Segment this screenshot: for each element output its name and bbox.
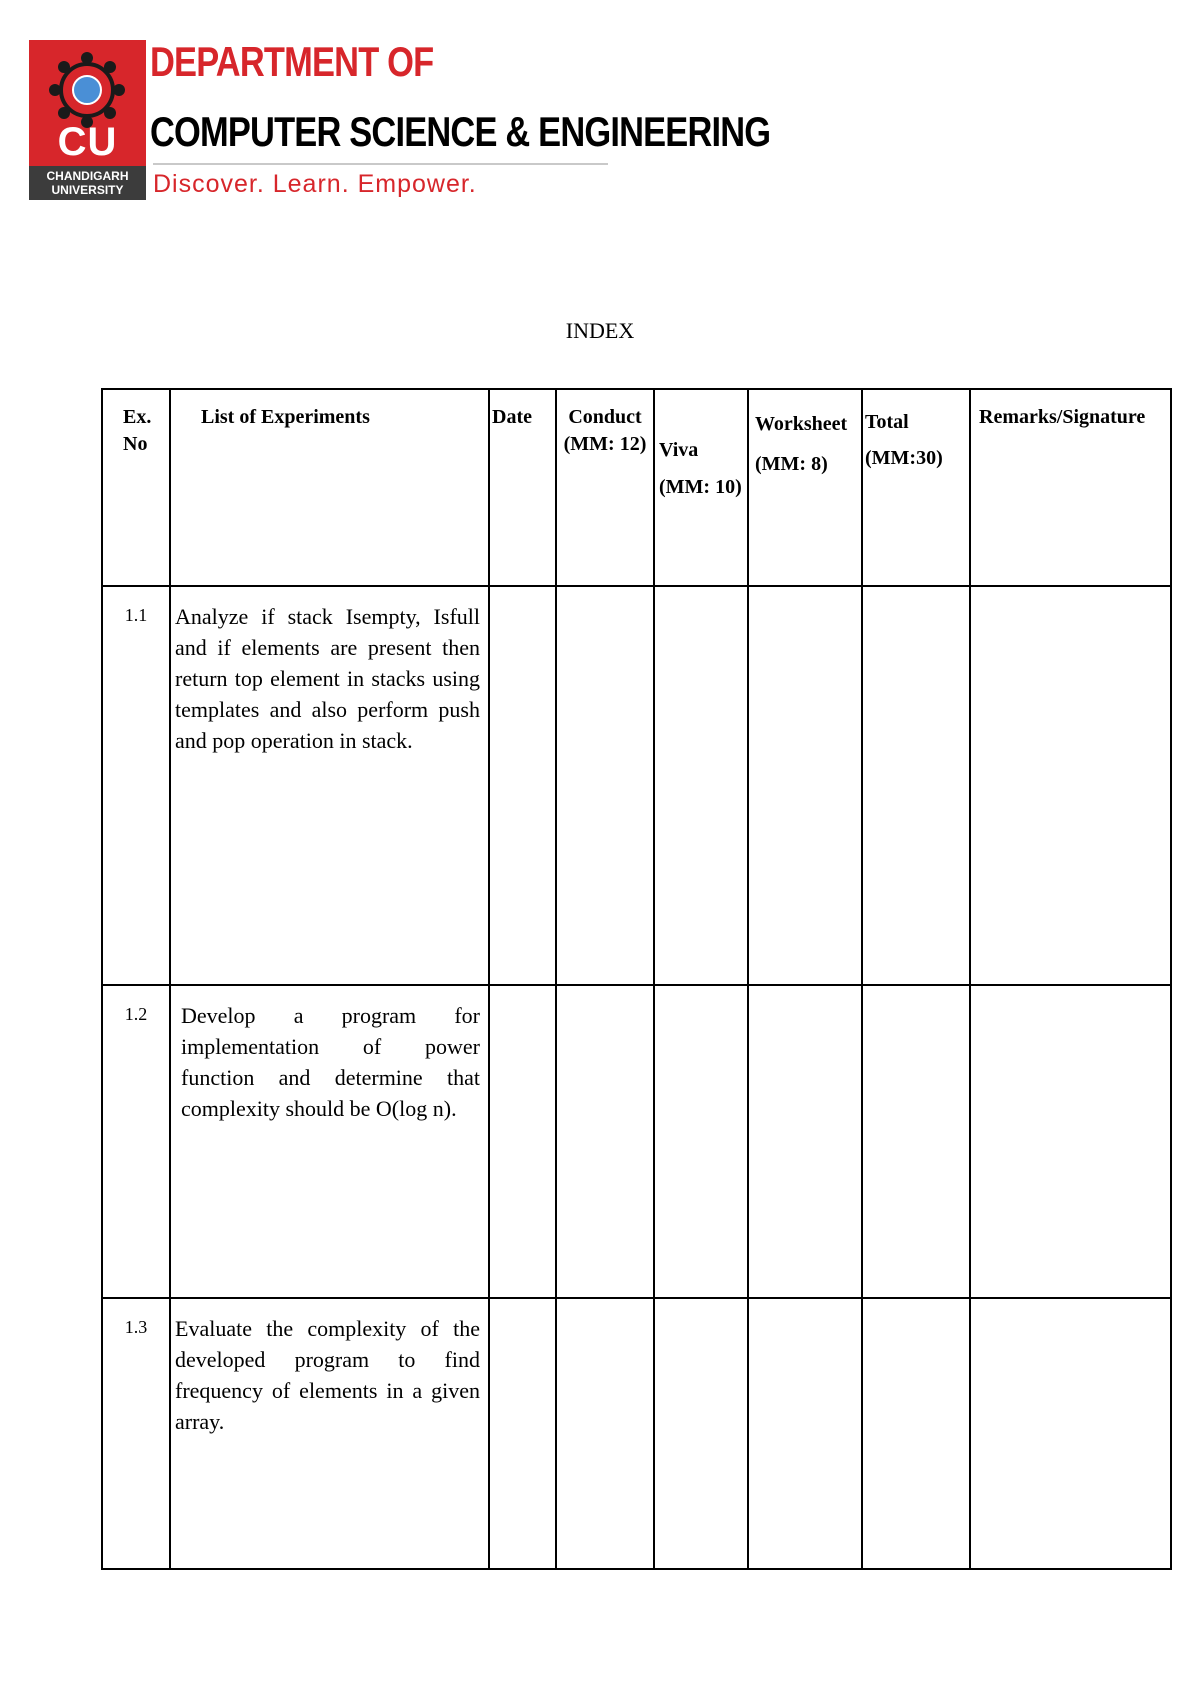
- experiment-index-table: [101, 388, 1172, 1570]
- row-total-cell[interactable]: [862, 586, 970, 985]
- row-conduct-cell[interactable]: [556, 586, 654, 985]
- row-viva-cell[interactable]: [654, 586, 748, 985]
- logo-subtitle: CHANDIGARH UNIVERSITY: [29, 166, 146, 200]
- table-header-row: [102, 389, 1171, 586]
- row-remarks-cell[interactable]: [970, 586, 1171, 985]
- header-total: Total (MM:30): [862, 389, 970, 586]
- table-row: [102, 985, 1171, 1298]
- row-ex-no: 1.1: [102, 586, 170, 985]
- row-total-cell[interactable]: [862, 1298, 970, 1569]
- row-date-cell[interactable]: [489, 1298, 556, 1569]
- table-row: [102, 586, 1171, 985]
- header-ex-no: Ex. No: [102, 389, 170, 586]
- header-remarks: Remarks/Signature: [970, 389, 1171, 586]
- row-worksheet-cell[interactable]: [748, 985, 862, 1298]
- row-remarks-cell[interactable]: [970, 1298, 1171, 1569]
- row-experiment: Analyze if stack Isempty, Isfull and if elements are present then return top element in stacks using templates and also perform push and pop operation in stack.: [170, 586, 489, 985]
- row-conduct-cell[interactable]: [556, 985, 654, 1298]
- header-experiments: List of Experiments: [170, 389, 489, 586]
- row-remarks-cell[interactable]: [970, 985, 1171, 1298]
- department-line-2: COMPUTER SCIENCE & ENGINEERING: [150, 108, 771, 155]
- tagline: Discover. Learn. Empower.: [153, 170, 477, 198]
- header-conduct: Conduct (MM: 12): [556, 389, 654, 586]
- index-title: INDEX: [565, 318, 635, 343]
- header-date: Date: [489, 389, 556, 586]
- row-date-cell[interactable]: [489, 586, 556, 985]
- header-worksheet: Worksheet (MM: 8): [748, 389, 862, 586]
- university-logo: [29, 40, 146, 200]
- department-line-1: DEPARTMENT OF: [150, 38, 434, 85]
- row-experiment: Evaluate the complexity of the developed program to find frequency of elements in a given array.: [170, 1298, 489, 1569]
- table-row: [102, 1298, 1171, 1569]
- row-viva-cell[interactable]: [654, 1298, 748, 1569]
- row-date-cell[interactable]: [489, 985, 556, 1298]
- row-ex-no: 1.3: [102, 1298, 170, 1569]
- header-viva: Viva (MM: 10): [654, 389, 748, 586]
- row-worksheet-cell[interactable]: [748, 586, 862, 985]
- logo-cu-text: CU: [57, 120, 118, 164]
- row-ex-no: 1.2: [102, 985, 170, 1298]
- row-total-cell[interactable]: [862, 985, 970, 1298]
- emblem-icon: [39, 48, 136, 128]
- row-experiment: Develop a program for implementation of power function and determine that complexity should be O(log n).: [170, 985, 489, 1298]
- header-divider: [153, 163, 608, 165]
- row-conduct-cell[interactable]: [556, 1298, 654, 1569]
- row-viva-cell[interactable]: [654, 985, 748, 1298]
- row-worksheet-cell[interactable]: [748, 1298, 862, 1569]
